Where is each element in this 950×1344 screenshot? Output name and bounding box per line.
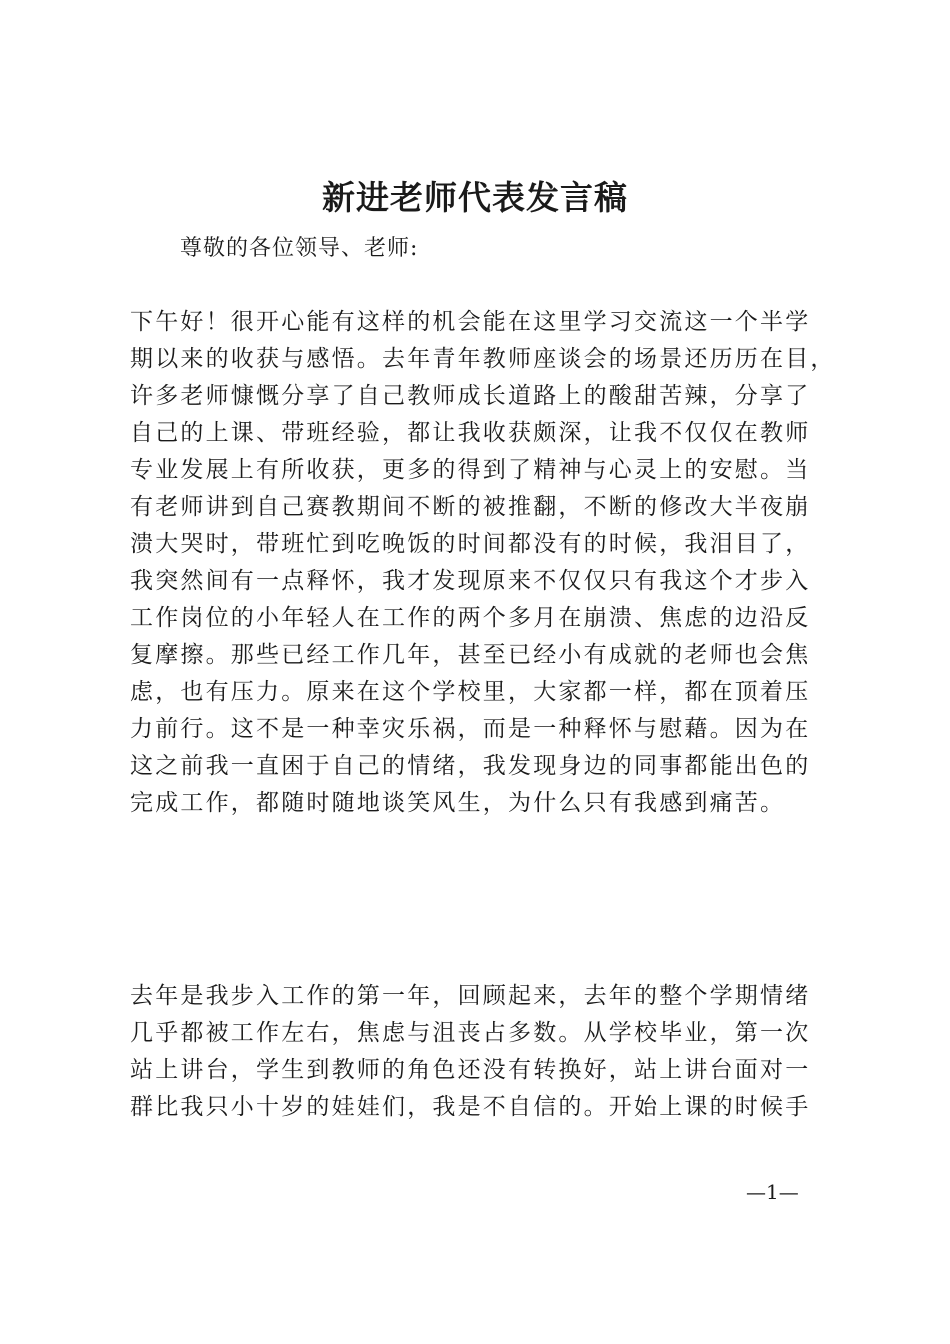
text-line: 自己的上课、带班经验，都让我收获颇深，让我不仅仅在教师 xyxy=(130,420,811,446)
text-line: 工作岗位的小年轻人在工作的两个多月在崩溃、焦虑的边沿反 xyxy=(130,605,811,631)
text-line: 复摩擦。那些已经工作几年，甚至已经小有成就的老师也会焦 xyxy=(130,642,811,668)
salutation: 尊敬的各位领导、老师: xyxy=(180,236,419,261)
text-line: 下午好！很开心能有这样的机会能在这里学习交流这一个半学 xyxy=(130,309,811,335)
text-line: 有老师讲到自己赛教期间不断的被推翻，不断的修改大半夜崩 xyxy=(130,494,811,520)
text-line: 群比我只小十岁的娃娃们，我是不自信的。开始上课的时候手 xyxy=(130,1094,811,1120)
text-line: 去年是我步入工作的第一年，回顾起来，去年的整个学期情绪 xyxy=(130,983,811,1009)
text-line: 虑，也有压力。原来在这个学校里，大家都一样，都在顶着压 xyxy=(130,679,811,705)
paragraph-2 xyxy=(130,978,830,1126)
page-number: —1— xyxy=(746,1180,799,1204)
document-title: 新进老师代表发言稿 xyxy=(322,178,628,217)
text-line: 许多老师慷慨分享了自己教师成长道路上的酸甜苦辣，分享了 xyxy=(130,383,811,409)
text-line: 完成工作，都随时随地谈笑风生，为什么只有我感到痛苦。 xyxy=(130,790,786,816)
text-line: 专业发展上有所收获，更多的得到了精神与心灵上的安慰。当 xyxy=(130,457,811,483)
text-line: 力前行。这不是一种幸灾乐祸，而是一种释怀与慰藉。因为在 xyxy=(130,716,811,742)
text-line: 溃大哭时，带班忙到吃晚饭的时间都没有的时候，我泪目了， xyxy=(130,531,811,557)
text-line: 这之前我一直困于自己的情绪，我发现身边的同事都能出色的 xyxy=(130,753,811,779)
text-line: 我突然间有一点释怀，我才发现原来不仅仅只有我这个才步入 xyxy=(130,568,811,594)
text-line: 期以来的收获与感悟。去年青年教师座谈会的场景还历历在目， xyxy=(130,346,836,372)
text-line: 几乎都被工作左右，焦虑与沮丧占多数。从学校毕业，第一次 xyxy=(130,1020,811,1046)
paragraph-1 xyxy=(130,304,836,822)
text-line: 站上讲台，学生到教师的角色还没有转换好，站上讲台面对一 xyxy=(130,1057,811,1083)
